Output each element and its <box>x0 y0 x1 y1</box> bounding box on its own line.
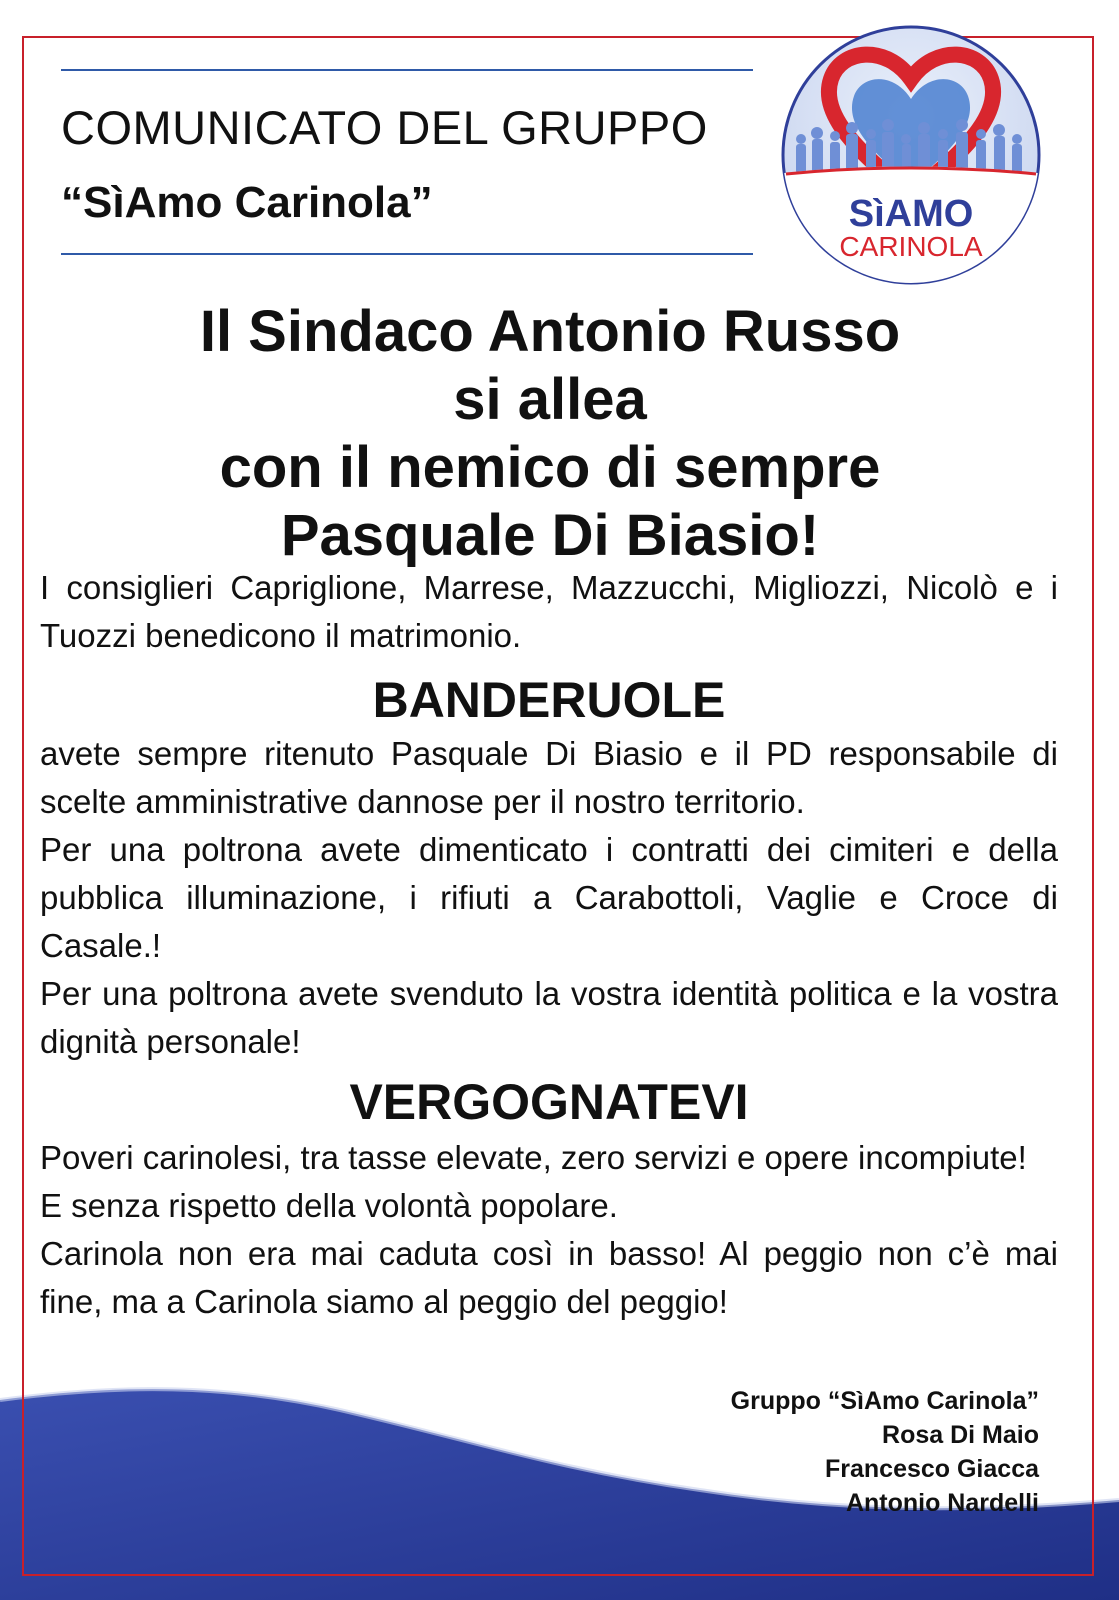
intro-text: I consiglieri Capriglione, Marrese, Mazzucchi, Migliozzi, Nicolò e i Tuozzi benedicono il matrimonio. <box>40 569 1058 654</box>
communique-title: COMUNICATO DEL GRUPPO <box>61 101 708 154</box>
signature-name: Antonio Nardelli <box>845 1489 1039 1517</box>
headline-line-3: con il nemico di sempre <box>219 435 881 500</box>
intro-paragraph <box>40 564 1058 660</box>
signature-name: Francesco Giacca <box>824 1455 1039 1483</box>
banderuole-paragraph: Per una poltrona avete svenduto la vostra identità politica e la vostra dignità personale! <box>40 975 1058 1060</box>
header-top-divider <box>61 69 753 71</box>
group-name: “SìAmo Carinola” <box>61 178 433 227</box>
headline-line-2: si allea <box>453 367 647 432</box>
logo-line2: CARINOLA <box>839 231 983 262</box>
signature-block <box>731 1384 1039 1520</box>
banderuole-paragraph: Per una poltrona avete dimenticato i contratti dei cimiteri e della pubblica illuminazione, i rifiuti a Carabottoli, Vaglie e Croce di Casale.! <box>40 831 1058 964</box>
section-title-banderuole: BANDERUOLE <box>372 672 726 728</box>
signature-name: Rosa Di Maio <box>882 1421 1039 1449</box>
signature-group: Gruppo “SìAmo Carinola” <box>730 1387 1039 1415</box>
section-title-vergognatevi: VERGOGNATEVI <box>349 1074 749 1130</box>
section-banderuole-body <box>40 730 1058 1066</box>
vergognatevi-paragraph: Carinola non era mai caduta così in basso! Al peggio non c’è mai fine, ma a Carinola siamo al peggio del peggio! <box>40 1235 1058 1320</box>
vergognatevi-paragraph: Poveri carinolesi, tra tasse elevate, zero servizi e opere incompiute! <box>40 1139 1027 1176</box>
siamo-carinola-logo <box>776 24 1046 286</box>
vergognatevi-paragraph: E senza rispetto della volontà popolare. <box>40 1187 618 1224</box>
headline-line-4: Pasquale Di Biasio! <box>280 503 820 568</box>
header-bottom-divider <box>61 253 753 255</box>
headline-line-1: Il Sindaco Antonio Russo <box>199 299 901 364</box>
main-headline <box>40 298 1060 570</box>
logo-line1: SìAMO <box>848 193 974 235</box>
banderuole-paragraph: avete sempre ritenuto Pasquale Di Biasio e il PD responsabile di scelte amministrative dannose per il nostro territorio. <box>40 735 1058 820</box>
section-vergognatevi-body <box>40 1134 1058 1326</box>
